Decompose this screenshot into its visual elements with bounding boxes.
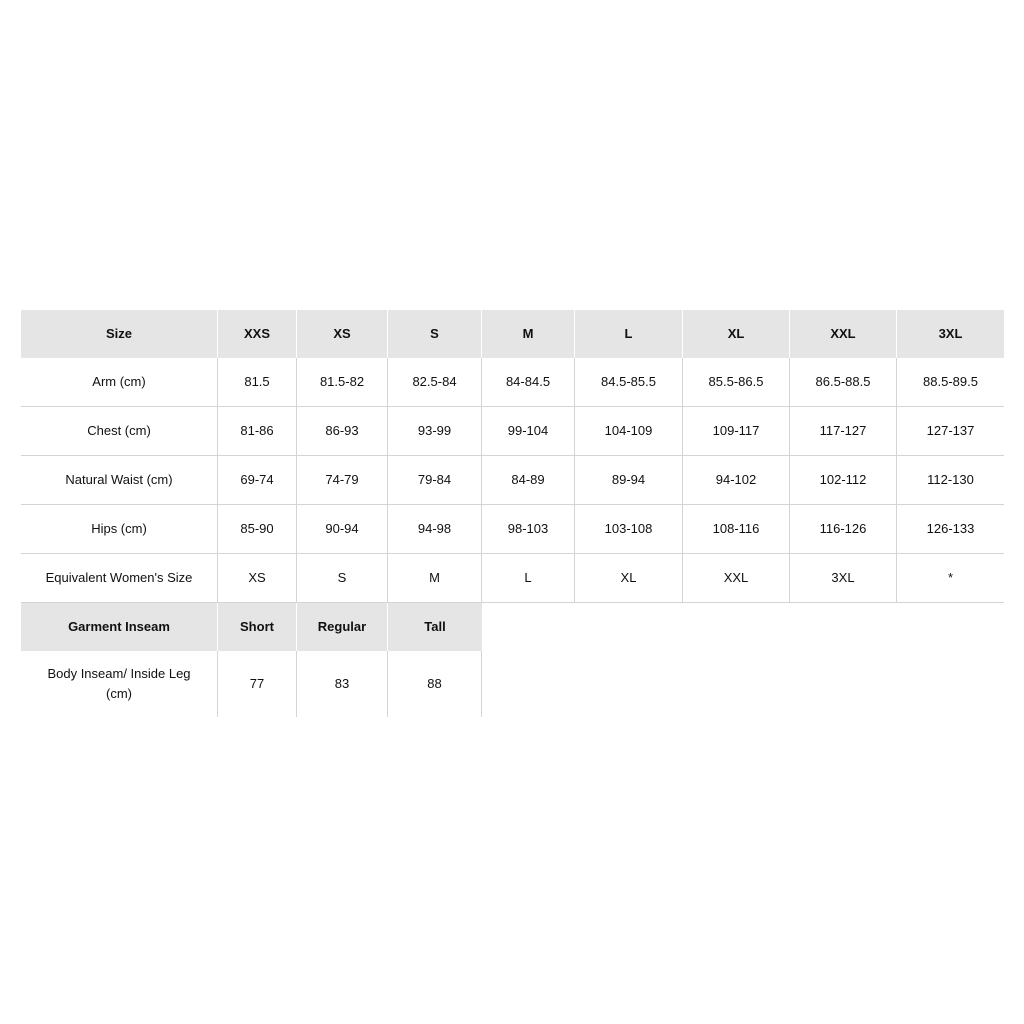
row-label: Chest (cm) [21,407,218,456]
table-row [21,456,1004,505]
table-cell: 127-137 [897,407,1004,456]
header-cell-tall: Tall [388,603,482,651]
table-row [21,505,1004,554]
header-cell-m: M [482,310,575,358]
table-cell: S [297,554,388,603]
table-cell: 79-84 [388,456,482,505]
header-cell-s: S [388,310,482,358]
table-cell: 94-102 [683,456,790,505]
header-cell-regular: Regular [297,603,388,651]
table-cell: 99-104 [482,407,575,456]
table-cell: 90-94 [297,505,388,554]
table-row [21,554,1004,603]
table-cell: M [388,554,482,603]
table-cell: 86-93 [297,407,388,456]
table-cell: XS [218,554,297,603]
table-cell: 3XL [790,554,897,603]
row-label: Hips (cm) [21,505,218,554]
table-row [21,358,1004,407]
table-cell: 69-74 [218,456,297,505]
table-row [21,407,1004,456]
table-cell: 85.5-86.5 [683,358,790,407]
table-cell: 77 [218,651,297,717]
table-cell: XXL [683,554,790,603]
header-cell-l: L [575,310,683,358]
row-label: Arm (cm) [21,358,218,407]
table-cell: 103-108 [575,505,683,554]
table-cell: 88 [388,651,482,717]
table-cell: 81-86 [218,407,297,456]
table-cell: 84-89 [482,456,575,505]
header-cell-xs: XS [297,310,388,358]
row-label: Equivalent Women's Size [21,554,218,603]
table-cell: 109-117 [683,407,790,456]
header-cell-size: Size [21,310,218,358]
table-cell: 116-126 [790,505,897,554]
table-cell: 81.5 [218,358,297,407]
header-cell-xl: XL [683,310,790,358]
table-cell: 85-90 [218,505,297,554]
table-cell: 102-112 [790,456,897,505]
table-cell: 108-116 [683,505,790,554]
header-cell-xxs: XXS [218,310,297,358]
table-cell: 86.5-88.5 [790,358,897,407]
header-cell-short: Short [218,603,297,651]
table-cell: 81.5-82 [297,358,388,407]
size-chart-table [21,310,1004,717]
table-cell: 98-103 [482,505,575,554]
table-cell: 112-130 [897,456,1004,505]
header-cell-3xl: 3XL [897,310,1004,358]
table-cell: * [897,554,1004,603]
table-cell: 104-109 [575,407,683,456]
table-row [21,651,482,717]
header-cell-garment-inseam: Garment Inseam [21,603,218,651]
table-cell: 94-98 [388,505,482,554]
size-header-row [21,310,1004,358]
header-cell-xxl: XXL [790,310,897,358]
table-cell: 126-133 [897,505,1004,554]
table-cell: 74-79 [297,456,388,505]
table-cell: XL [575,554,683,603]
inseam-header-row [21,603,482,651]
table-cell: 93-99 [388,407,482,456]
table-cell: 83 [297,651,388,717]
table-cell: 84.5-85.5 [575,358,683,407]
table-cell: 84-84.5 [482,358,575,407]
table-cell: 117-127 [790,407,897,456]
table-cell: 89-94 [575,456,683,505]
table-cell: 82.5-84 [388,358,482,407]
row-label: Natural Waist (cm) [21,456,218,505]
table-cell: L [482,554,575,603]
table-cell: 88.5-89.5 [897,358,1004,407]
row-label: Body Inseam/ Inside Leg (cm) [21,651,218,717]
